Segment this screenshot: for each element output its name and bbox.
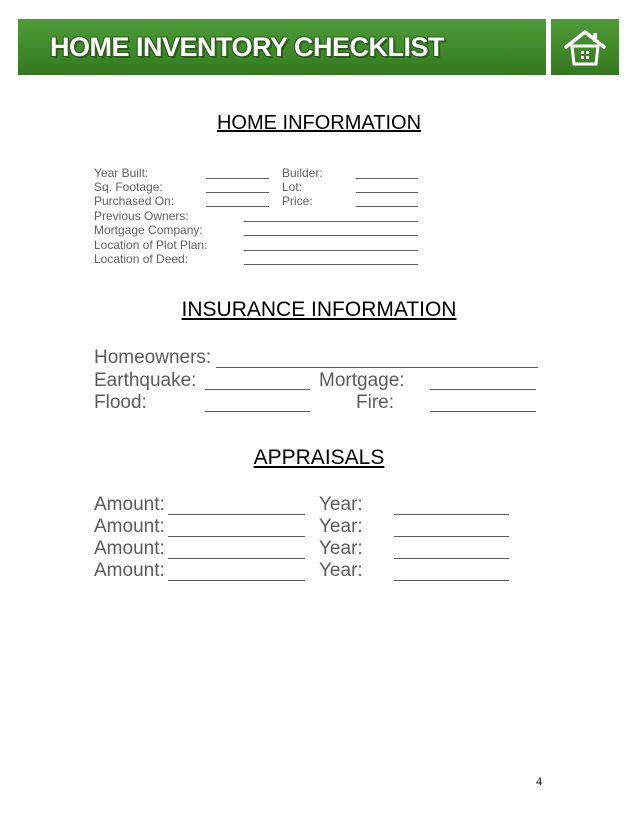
year-line[interactable] bbox=[394, 558, 509, 559]
appraisals-heading: APPRAISALS bbox=[253, 446, 385, 469]
header-banner bbox=[18, 19, 546, 75]
flood-line[interactable] bbox=[205, 411, 310, 412]
year-label: Year: bbox=[319, 516, 363, 537]
amount-label: Amount: bbox=[94, 494, 165, 515]
fire-line[interactable] bbox=[430, 411, 536, 412]
year-built-label: Year Built: bbox=[94, 166, 149, 180]
logo bbox=[551, 19, 619, 75]
house-icon bbox=[562, 27, 608, 67]
mortgage-line[interactable] bbox=[430, 389, 536, 390]
previous-owners-line[interactable] bbox=[244, 221, 418, 222]
amount-label: Amount: bbox=[94, 538, 165, 559]
insurance-information-heading: INSURANCE INFORMATION bbox=[181, 298, 457, 321]
amount-label: Amount: bbox=[94, 560, 165, 581]
mortgage-label: Mortgage: bbox=[319, 370, 405, 391]
year-line[interactable] bbox=[394, 514, 509, 515]
mortgage-company-label: Mortgage Company: bbox=[94, 223, 203, 237]
earthquake-line[interactable] bbox=[205, 389, 310, 390]
location-plot-plan-line[interactable] bbox=[244, 250, 418, 251]
page-title: HOME INVENTORY CHECKLIST bbox=[50, 31, 445, 62]
sq-footage-line[interactable] bbox=[206, 192, 269, 193]
amount-line[interactable] bbox=[168, 514, 305, 515]
homeowners-line[interactable] bbox=[216, 367, 538, 368]
amount-label: Amount: bbox=[94, 516, 165, 537]
year-label: Year: bbox=[319, 538, 363, 559]
amount-line[interactable] bbox=[168, 536, 305, 537]
price-line[interactable] bbox=[356, 206, 418, 207]
builder-line[interactable] bbox=[356, 178, 418, 179]
previous-owners-label: Previous Owners: bbox=[94, 209, 189, 223]
year-label: Year: bbox=[319, 560, 363, 581]
location-deed-label: Location of Deed: bbox=[94, 252, 189, 266]
location-plot-plan-label: Location of Plot Plan: bbox=[94, 238, 208, 252]
homeowners-label: Homeowners: bbox=[94, 347, 212, 368]
purchased-on-label: Purchased On: bbox=[94, 194, 175, 208]
builder-label: Builder: bbox=[282, 166, 323, 180]
flood-label: Flood: bbox=[94, 392, 147, 413]
year-label: Year: bbox=[319, 494, 363, 515]
lot-line[interactable] bbox=[356, 192, 418, 193]
page-number: 4 bbox=[536, 774, 542, 788]
amount-line[interactable] bbox=[168, 558, 305, 559]
price-label: Price: bbox=[282, 194, 313, 208]
lot-label: Lot: bbox=[282, 180, 303, 194]
mortgage-company-line[interactable] bbox=[244, 235, 418, 236]
year-line[interactable] bbox=[394, 536, 509, 537]
year-line[interactable] bbox=[394, 580, 509, 581]
location-deed-line[interactable] bbox=[244, 264, 418, 265]
earthquake-label: Earthquake: bbox=[94, 370, 197, 391]
year-built-line[interactable] bbox=[206, 178, 269, 179]
home-information-heading: HOME INFORMATION bbox=[216, 112, 422, 134]
fire-label: Fire: bbox=[356, 392, 394, 413]
amount-line[interactable] bbox=[168, 580, 305, 581]
sq-footage-label: Sq. Footage: bbox=[94, 180, 163, 194]
purchased-on-line[interactable] bbox=[206, 206, 269, 207]
